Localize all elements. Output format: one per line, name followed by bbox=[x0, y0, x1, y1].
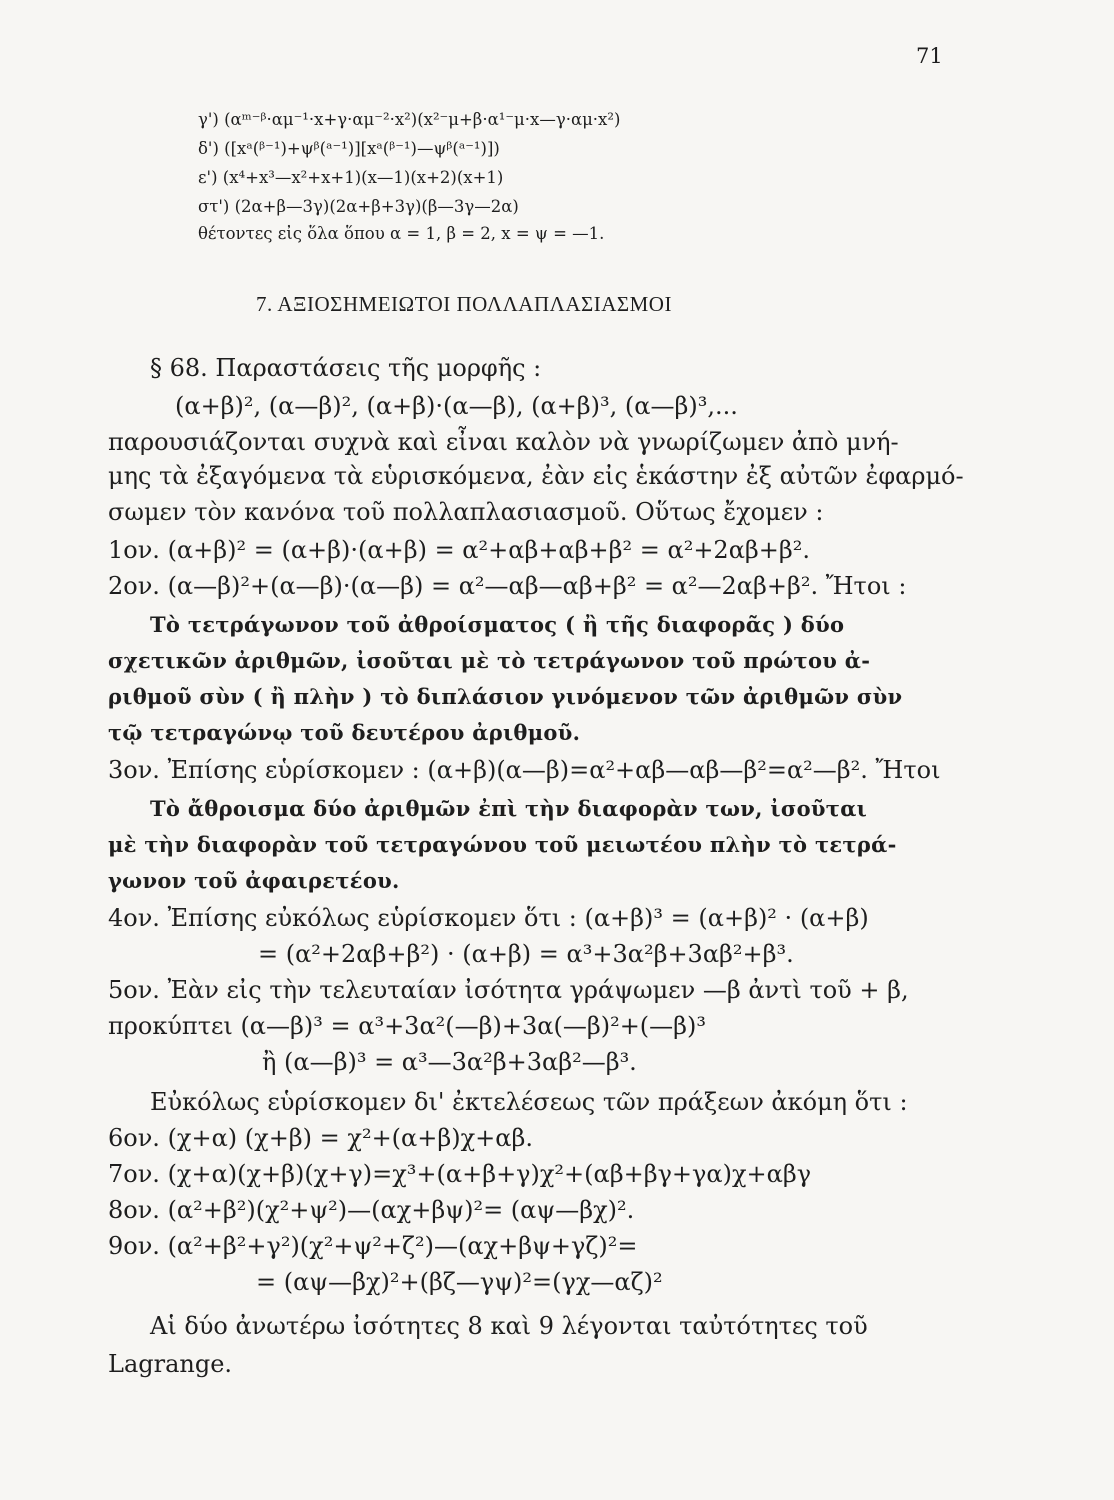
exercise-epsilon: ε') (x⁴+x³—x²+x+1)(x—1)(x+2)(x+1) bbox=[198, 168, 504, 187]
exercise-gamma: γ') (αᵐ⁻ᵝ·αμ⁻¹·x+γ·αμ⁻²·x²)(x²⁻μ+β·α¹⁻μ·x—γ·αμ·x²) bbox=[198, 110, 621, 129]
identity-4: 4ον. Ἐπίσης εὐκόλως εὑρίσκομεν ὅτι : (α+β)³ = (α+β)² · (α+β) bbox=[108, 904, 869, 932]
page-number: 71 bbox=[916, 44, 943, 68]
rule-line: ριθμοῦ σὺν ( ἢ πλὴν ) τὸ διπλάσιον γινόμενον τῶν ἀριθμῶν σὺν bbox=[108, 684, 903, 709]
rule-line: Τὸ τετράγωνον τοῦ ἀθροίσματος ( ἢ τῆς διαφορᾶς ) δύο bbox=[150, 612, 845, 637]
paragraph-line: μης τὰ ἐξαγόμενα τὰ εὑρισκόμενα, ἐὰν εἰς ἑκάστην ἐξ αὐτῶν ἐφαρμό- bbox=[108, 462, 964, 490]
exercise-stigma: στ') (2α+β—3γ)(2α+β+3γ)(β—3γ—2α) bbox=[198, 197, 519, 216]
paragraph-line: § 68. Παραστάσεις τῆς μορφῆς : bbox=[150, 354, 542, 382]
identity-5: 5ον. Ἐὰν εἰς τὴν τελευταίαν ἰσότητα γράψωμεν —β ἀντὶ τοῦ + β, bbox=[108, 976, 909, 1004]
rule-line: τῷ τετραγώνῳ τοῦ δευτέρου ἀριθμοῦ. bbox=[108, 720, 581, 745]
rule-line: μὲ τὴν διαφορὰν τοῦ τετραγώνου τοῦ μειωτέου πλὴν τὸ τετρά- bbox=[108, 832, 897, 857]
exercise-note: θέτοντες εἰς ὅλα ὅπου α = 1, β = 2, x = ψ = —1. bbox=[198, 224, 605, 243]
rule-line: σχετικῶν ἀριθμῶν, ἰσοῦται μὲ τὸ τετράγωνον τοῦ πρώτου ἀ- bbox=[108, 648, 871, 673]
identity-9: 9ον. (α²+β²+γ²)(χ²+ψ²+ζ²)—(αχ+βψ+γζ)²= bbox=[108, 1232, 638, 1260]
identity-4-cont: = (α²+2αβ+β²) · (α+β) = α³+3α²β+3αβ²+β³. bbox=[258, 940, 794, 968]
identity-7: 7ον. (χ+α)(χ+β)(χ+γ)=χ³+(α+β+γ)χ²+(αβ+βγ+γα)χ+αβγ bbox=[108, 1160, 812, 1188]
identity-5-cont: προκύπτει (α—β)³ = α³+3α²(—β)+3α(—β)²+(—β)³ bbox=[108, 1012, 707, 1040]
paragraph-line: Αἱ δύο ἀνωτέρω ἰσότητες 8 καὶ 9 λέγονται ταὐτότητες τοῦ bbox=[150, 1312, 868, 1340]
identity-2: 2ον. (α—β)²+(α—β)·(α—β) = α²—αβ—αβ+β² = α²—2αβ+β². Ἤτοι : bbox=[108, 572, 907, 600]
formula-line: (α+β)², (α—β)², (α+β)·(α—β), (α+β)³, (α—β)³,... bbox=[175, 392, 738, 420]
exercise-delta: δ') ([xᵃ(ᵝ⁻¹)+ψᵝ(ᵃ⁻¹)][xᵃ(ᵝ⁻¹)—ψᵝ(ᵃ⁻¹)]) bbox=[198, 139, 500, 158]
identity-8: 8ον. (α²+β²)(χ²+ψ²)—(αχ+βψ)²= (αψ—βχ)². bbox=[108, 1196, 635, 1224]
identity-1: 1ον. (α+β)² = (α+β)·(α+β) = α²+αβ+αβ+β² = α²+2αβ+β². bbox=[108, 536, 811, 564]
rule-line: γωνον τοῦ ἀφαιρετέου. bbox=[108, 868, 400, 893]
rule-line: Τὸ ἄθροισμα δύο ἀριθμῶν ἐπὶ τὴν διαφορὰν των, ἰσοῦται bbox=[150, 796, 868, 821]
paragraph-line: Εὐκόλως εὑρίσκομεν δι' ἐκτελέσεως τῶν πράξεων ἀκόμη ὅτι : bbox=[150, 1088, 908, 1116]
section-title: 7. ΑΞΙΟΣΗΜΕΙΩΤΟΙ ΠΟΛΛΑΠΛΑΣΙΑΣΜΟΙ bbox=[256, 292, 672, 316]
paragraph-line: παρουσιάζονται συχνὰ καὶ εἶναι καλὸν νὰ γνωρίζωμεν ἀπὸ μνή- bbox=[108, 428, 899, 456]
identity-9-cont: = (αψ—βχ)²+(βζ—γψ)²=(γχ—αζ)² bbox=[256, 1268, 663, 1296]
identity-6: 6ον. (χ+α) (χ+β) = χ²+(α+β)χ+αβ. bbox=[108, 1124, 533, 1152]
paragraph-line: σωμεν τὸν κανόνα τοῦ πολλαπλασιασμοῦ. Οὕτως ἔχομεν : bbox=[108, 498, 824, 526]
identity-5-result: ἢ (α—β)³ = α³—3α²β+3αβ²—β³. bbox=[262, 1048, 637, 1076]
identity-3: 3ον. Ἐπίσης εὑρίσκομεν : (α+β)(α—β)=α²+αβ—αβ—β²=α²—β². Ἤτοι bbox=[108, 756, 941, 784]
paragraph-line: Lagrange. bbox=[108, 1350, 233, 1378]
